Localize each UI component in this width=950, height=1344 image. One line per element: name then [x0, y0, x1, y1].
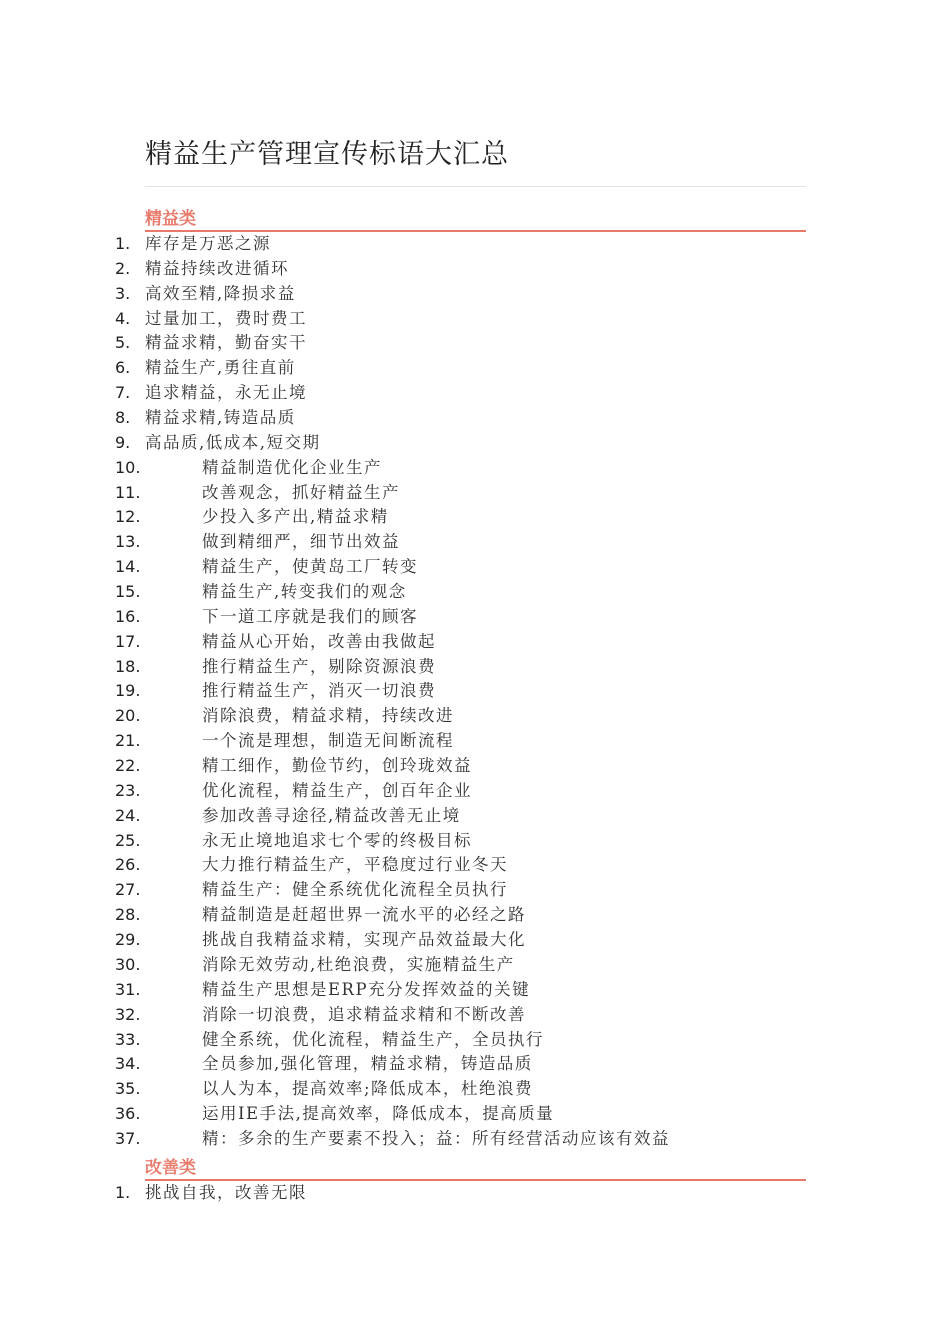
improvement-slogan-list — [0, 1181, 950, 1206]
item-number: 29. — [115, 930, 141, 950]
list-item — [0, 406, 950, 431]
item-text: 挑战自我精益求精，实现产品效益最大化 — [202, 930, 526, 950]
list-item — [0, 928, 950, 953]
list-item — [0, 1003, 950, 1028]
item-number: 37. — [115, 1128, 141, 1148]
item-number: 27. — [115, 880, 141, 900]
item-text: 精益制造优化企业生产 — [202, 457, 382, 477]
list-item — [0, 729, 950, 754]
list-item — [0, 630, 950, 655]
item-number: 14. — [115, 557, 141, 577]
item-number: 18. — [115, 656, 141, 676]
list-item — [0, 381, 950, 406]
item-text: 库存是万恶之源 — [145, 234, 271, 253]
item-text: 以人为本，提高效率;降低成本，杜绝浪费 — [202, 1079, 534, 1099]
list-item — [0, 754, 950, 779]
item-text: 精益持续改进循环 — [145, 258, 289, 278]
list-item — [0, 1028, 950, 1053]
item-text: 精益生产思想是ERP充分发挥效益的关键 — [202, 979, 531, 999]
list-item — [0, 356, 950, 381]
item-text: 消除浪费，精益求精，持续改进 — [202, 706, 454, 726]
list-item — [0, 953, 950, 978]
item-number: 16. — [115, 606, 141, 626]
list-item — [0, 779, 950, 804]
item-number: 35. — [115, 1079, 141, 1099]
item-number: 17. — [115, 631, 141, 651]
item-text: 少投入多产出,精益求精 — [202, 507, 389, 527]
list-item — [0, 257, 950, 282]
lean-slogan-list — [0, 232, 950, 1152]
list-item — [0, 804, 950, 829]
item-text: 精益求精，勤奋实干 — [145, 333, 307, 353]
item-number: 20. — [115, 706, 141, 726]
item-text: 精益生产,转变我们的观念 — [202, 582, 407, 602]
item-text: 精益生产：健全系统优化流程全员执行 — [202, 880, 508, 900]
item-number: 12. — [115, 507, 141, 527]
item-text: 消除无效劳动,杜绝浪费，实施精益生产 — [202, 954, 515, 974]
item-number: 11. — [115, 482, 141, 502]
list-item — [0, 829, 950, 854]
list-item — [0, 878, 950, 903]
item-text: 健全系统，优化流程，精益生产，全员执行 — [202, 1029, 544, 1049]
item-number: 33. — [115, 1029, 141, 1049]
section-heading-lean — [145, 206, 806, 232]
item-number: 9. — [115, 432, 131, 452]
item-text: 推行精益生产，剔除资源浪费 — [202, 656, 436, 676]
list-item — [0, 1052, 950, 1077]
item-number: 28. — [115, 905, 141, 925]
item-number: 32. — [115, 1004, 141, 1024]
list-item — [0, 1077, 950, 1102]
list-item — [0, 481, 950, 506]
item-number: 24. — [115, 805, 141, 825]
list-item — [0, 282, 950, 307]
item-text: 精：多余的生产要素不投入；益：所有经营活动应该有效益 — [202, 1128, 670, 1148]
list-item — [0, 431, 950, 456]
item-number: 5. — [115, 333, 131, 353]
item-text: 精益制造是赶超世界一流水平的必经之路 — [202, 905, 526, 925]
item-number: 1. — [115, 1183, 131, 1202]
item-text: 参加改善寻途径,精益改善无止境 — [202, 805, 461, 825]
section-heading-label: 改善类 — [145, 1158, 196, 1178]
title-divider — [145, 186, 806, 187]
item-text: 永无止境地追求七个零的终极目标 — [202, 830, 472, 850]
list-item — [0, 605, 950, 630]
item-text: 过量加工，费时费工 — [145, 308, 307, 328]
list-item — [0, 903, 950, 928]
item-text: 运用IE手法,提高效率，降低成本，提高质量 — [202, 1104, 555, 1124]
list-item — [0, 679, 950, 704]
item-number: 21. — [115, 731, 141, 751]
list-item — [0, 1102, 950, 1127]
item-number: 10. — [115, 457, 141, 477]
item-number: 1. — [115, 234, 131, 253]
item-text: 高品质,低成本,短交期 — [145, 432, 321, 452]
item-text: 精工细作，勤俭节约，创玲珑效益 — [202, 756, 472, 776]
item-text: 下一道工序就是我们的顾客 — [202, 606, 418, 626]
list-item — [0, 580, 950, 605]
list-item — [0, 704, 950, 729]
list-item — [0, 232, 950, 257]
item-text: 挑战自我，改善无限 — [145, 1183, 307, 1202]
list-item — [0, 978, 950, 1003]
item-text: 推行精益生产，消灭一切浪费 — [202, 681, 436, 701]
list-item — [0, 1127, 950, 1152]
item-text: 消除一切浪费，追求精益求精和不断改善 — [202, 1004, 526, 1024]
item-number: 26. — [115, 855, 141, 875]
item-text: 精益生产，使黄岛工厂转变 — [202, 557, 418, 577]
item-text: 优化流程，精益生产，创百年企业 — [202, 780, 472, 800]
list-item — [0, 307, 950, 332]
item-number: 25. — [115, 830, 141, 850]
list-item — [0, 505, 950, 530]
item-number: 23. — [115, 780, 141, 800]
item-text: 追求精益，永无止境 — [145, 383, 307, 403]
item-number: 2. — [115, 258, 131, 278]
item-number: 15. — [115, 582, 141, 602]
list-item — [0, 530, 950, 555]
item-number: 19. — [115, 681, 141, 701]
list-item — [0, 655, 950, 680]
item-number: 7. — [115, 383, 131, 403]
item-number: 36. — [115, 1104, 141, 1124]
section-heading-label: 精益类 — [145, 209, 196, 229]
item-text: 一个流是理想，制造无间断流程 — [202, 731, 454, 751]
item-text: 大力推行精益生产，平稳度过行业冬天 — [202, 855, 508, 875]
item-text: 精益求精,铸造品质 — [145, 408, 296, 428]
list-item — [0, 555, 950, 580]
list-item — [0, 331, 950, 356]
list-item — [0, 853, 950, 878]
item-number: 6. — [115, 358, 131, 378]
item-number: 4. — [115, 308, 131, 328]
item-text: 高效至精,降损求益 — [145, 283, 296, 303]
list-item — [0, 1181, 950, 1206]
list-item — [0, 456, 950, 481]
item-number: 8. — [115, 408, 131, 428]
item-number: 31. — [115, 979, 141, 999]
item-text: 精益生产,勇往直前 — [145, 358, 296, 378]
section-heading-improvement — [145, 1155, 806, 1181]
document-title: 精益生产管理宣传标语大汇总 — [145, 139, 509, 170]
item-number: 13. — [115, 532, 141, 552]
item-number: 22. — [115, 756, 141, 776]
item-text: 改善观念，抓好精益生产 — [202, 482, 400, 502]
item-number: 30. — [115, 954, 141, 974]
item-number: 34. — [115, 1054, 141, 1074]
item-text: 精益从心开始，改善由我做起 — [202, 631, 436, 651]
item-number: 3. — [115, 283, 131, 303]
item-text: 做到精细严，细节出效益 — [202, 532, 400, 552]
item-text: 全员参加,强化管理，精益求精，铸造品质 — [202, 1054, 533, 1074]
